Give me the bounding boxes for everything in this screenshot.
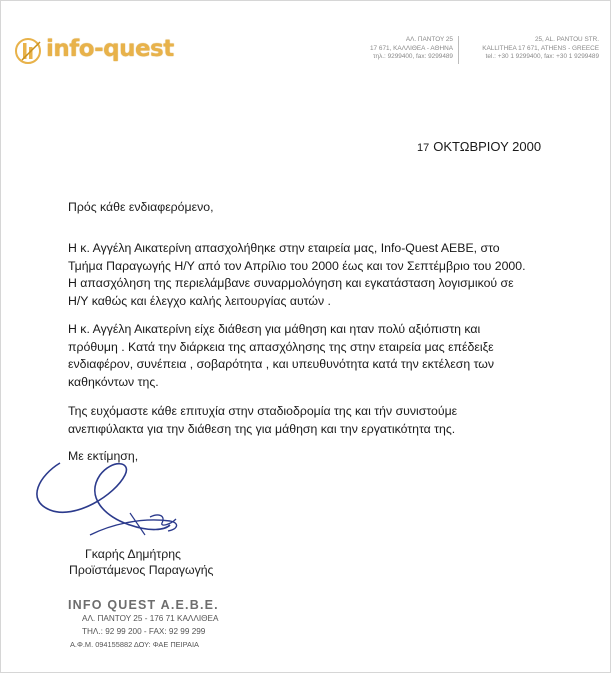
signer-name: Γκαρής Δημήτρης (85, 547, 181, 561)
paragraph-line: πρόθυμη . Κατά την διάρκεια της απασχόλησης της στην εταιρεία μας επέδειξε (68, 339, 494, 354)
paragraph-line: Τμήμα Παραγωγής Η/Υ από τον Απρίλιο του 2000 έως και τον Σεπτέμβριο του 2000. (68, 258, 526, 273)
paragraph-1 (68, 240, 580, 310)
paragraph-line: Η κ. Αγγέλη Αικατερίνη απασχολήθηκε στην εταιρεία μας, Info-Quest AEBE, στο (68, 241, 500, 255)
logo-mark-icon (14, 36, 48, 66)
paragraph-2 (68, 321, 580, 391)
signer-title: Προϊστάμενος Παραγωγής (69, 563, 214, 577)
address-line: 17 671, ΚΑΛΛΙΘΕΑ - ΑΘΗΝΑ (370, 44, 453, 52)
letter-date (417, 139, 541, 154)
letterhead-address-greek (350, 36, 453, 62)
greeting: Πρός κάθε ενδιαφερόμενο, (68, 200, 214, 214)
paragraph-line: ανεπιφύλακτα για την διάθεση της για μάθηση και την εργατικότητα της. (68, 421, 456, 436)
paragraph-line: καθηκόντων της. (68, 374, 159, 389)
closing: Με εκτίμηση, (68, 449, 139, 463)
footer-address: ΑΛ. ΠΑΝΤΟΥ 25 - 176 71 ΚΑΛΛΙΘΕΑ (82, 614, 219, 623)
paragraph-line: ενδιαφέρον, συνέπεια , σοβαρότητα , και υπευθυνότητα κατά την εκτέλεση των (68, 357, 495, 372)
address-line: tel.: +30 1 9299400, fax: +30 1 9299489 (485, 53, 599, 61)
footer-company-name: INFO QUEST A.E.B.E. (68, 598, 219, 612)
paragraph-3 (68, 403, 580, 438)
company-logo (14, 36, 184, 66)
address-line: KALLITHEA 17 671, ATHENS - GREECE (482, 44, 599, 52)
paragraph-line: Η/Υ καθώς και έλεγχο καλής λειτουργίας αυτών . (68, 293, 331, 308)
logo-text: info-quest (46, 36, 174, 62)
footer-phone: ΤΗΛ.: 92 99 200 - FAX: 92 99 299 (82, 627, 206, 636)
handwritten-signature (20, 455, 210, 555)
letterhead-address-english (458, 36, 599, 62)
address-line: τηλ.: 9299400, fax: 9299489 (373, 53, 453, 61)
address-line: 25, AL. PANTOU STR. (534, 36, 599, 43)
date-day: 17 (417, 142, 430, 154)
paragraph-line: Η κ. Αγγέλη Αικατερίνη είχε διάθεση για μάθηση και ηταν πολύ αξιόπιστη και (68, 322, 481, 336)
paragraph-line: Της ευχόμαστε κάθε επιτυχία στην σταδιοδρομία της και τήν συνιστούμε (68, 404, 458, 418)
paragraph-line: Η απασχόληση της περιελάμβανε συναρμολόγηση και εγκατάσταση λογισμικού σε (68, 276, 514, 291)
date-month-year: ΟΚΤΩΒΡΙΟΥ 2000 (433, 139, 542, 154)
footer-tax-id: Α.Φ.Μ. 094155882 ΔΟΥ: ΦΑΕ ΠΕΙΡΑΙΑ (70, 640, 199, 649)
address-line: ΑΛ. ΠΑΝΤΟΥ 25 (405, 36, 453, 43)
